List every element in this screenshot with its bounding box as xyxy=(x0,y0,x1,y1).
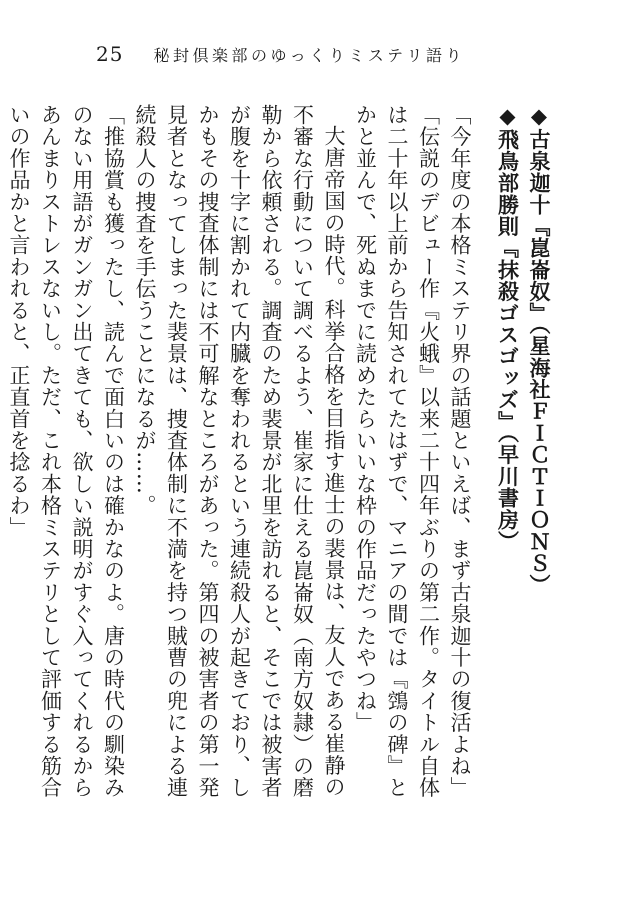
page-header xyxy=(96,42,465,72)
book-heading-1 xyxy=(523,104,555,804)
diamond-bullet-icon: ◆ xyxy=(527,104,551,129)
page-number: 25 xyxy=(96,42,124,66)
synopsis-paragraph: 大唐帝国の時代。科挙合格を目指す進士の裴景は、友人である崔静の不審な行動について調べるよう、崔家に仕える崑崙奴（南方奴隷）の磨勒から依頼される。調査のため裴景が北里を訪れると、そこでは被害者が腹を十字に割かれて内臓を奪われるという連続殺人が起きており、しかもその捜査体制には不可解なところがあった。第四の被害者の第一発見者となってしまった裴景は、捜査体制に不満を持つ賊曹の兜による連続殺人の捜査を手伝うことになるが……。 xyxy=(133,104,346,799)
book-heading-title: 飛鳥部勝則『抹殺ゴスゴッズ』（早川書房） xyxy=(495,128,520,553)
dialogue-paragraph: 「伝説のデビュー作『火蛾』以来二十四年ぶりの第二作。タイトル自体は二十年以上前から告知されてたはずで、マニアの間では『鵼の碑』とかと並んで、死ぬまでに読めたらいいな枠の作品だったやつね」 xyxy=(353,104,441,799)
running-title: 秘封倶楽部のゆっくりミステリ語り xyxy=(153,46,465,65)
dialogue-paragraph: 「推協賞も獲ったし、読んで面白いのは確かなのよ。唐の時代の馴染みのない用語がガンガン出てきても、欲しい説明がすぐ入ってくれるからあんまりストレスないし。ただ、これ本格ミステリとして評価する筋合いの作品かと言われると、正直首を捻るわ」 xyxy=(7,104,126,799)
vertical-body-text xyxy=(7,104,554,804)
diamond-bullet-icon: ◆ xyxy=(495,104,520,129)
dialogue-paragraph: 「今年度の本格ミステリ界の話題といえば、まず古泉迦十の復活よね」 xyxy=(448,104,472,799)
book-heading-2 xyxy=(491,104,523,804)
heading-spacer xyxy=(475,104,491,804)
book-heading-title: 古泉迦十『崑崙奴』（星海社ＦＩＣＴＩＯＮＳ） xyxy=(527,128,551,596)
